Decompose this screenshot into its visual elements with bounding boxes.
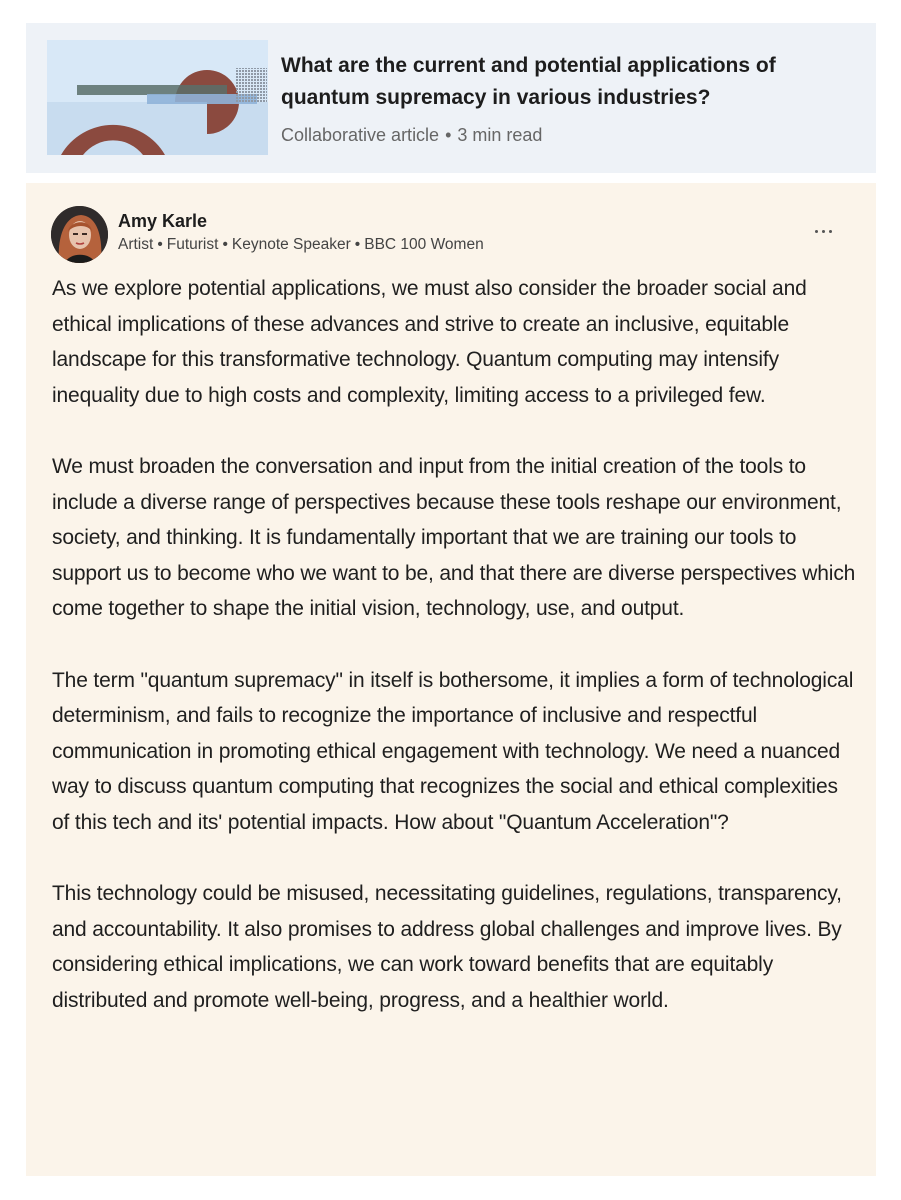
headline-item: Artist [118, 236, 154, 253]
article-title[interactable]: What are the current and potential applications of quantum supremacy in various industries? [281, 54, 776, 109]
more-options-button[interactable] [812, 223, 836, 239]
read-time: 3 min read [457, 125, 543, 145]
body-paragraph: The term "quantum supremacy" in itself is bothersome, it implies a form of technological determinism, and fails to recognize the importance of inclusive and respectful communication in promoting ethical engagement with technology. We need a nuanced way to discuss quantum computing that recognizes the social and ethical complexities of this tech and its' potential impacts. How about "Quantum Acceleration"? [52, 668, 854, 834]
author-name[interactable]: Amy Karle [118, 211, 208, 231]
meta-separator: • [445, 125, 452, 145]
more-dot-icon [822, 230, 825, 233]
article-card[interactable] [26, 23, 876, 173]
avatar[interactable] [51, 206, 108, 263]
headline-item: Keynote Speaker [231, 236, 351, 253]
contribution-card [26, 183, 876, 1176]
article-meta [281, 124, 542, 146]
body-paragraph: As we explore potential applications, we must also consider the broader social and ethical implications of these advances and strive to create an inclusive, equitable landscape for this transformative technology. Quantum computing may intensify inequality due to high costs and complexity, limiting access to a privileged few. [52, 277, 807, 407]
headline-separator: • [157, 236, 163, 253]
headline-separator: • [222, 236, 228, 253]
headline-separator: • [354, 236, 361, 253]
headline-item: BBC 100 Women [364, 236, 484, 253]
body-paragraph: We must broaden the conversation and input from the initial creation of the tools to include a diverse range of perspectives because these tools reshape our environment, society, and thinking. It is fundamentally important that we are training our tools to support us to become who we want to be, and that there are diverse perspectives which come together to shape the initial vision, technology, use, and output. [52, 455, 856, 620]
article-type: Collaborative article [281, 125, 440, 145]
abstract-illustration-icon [47, 40, 268, 155]
more-dot-icon [815, 230, 818, 233]
author-headline [118, 235, 484, 255]
headline-item: Futurist [166, 236, 219, 253]
more-dot-icon [829, 230, 832, 233]
body-paragraph: This technology could be misused, necessitating guidelines, regulations, transparency, and accountability. It also promises to address global challenges and improve lives. By considering ethical implications, we can work toward benefits that are equitably distributed and promote well-being, progress, and a healthier world. [52, 882, 842, 1012]
contribution-body [52, 271, 857, 1054]
